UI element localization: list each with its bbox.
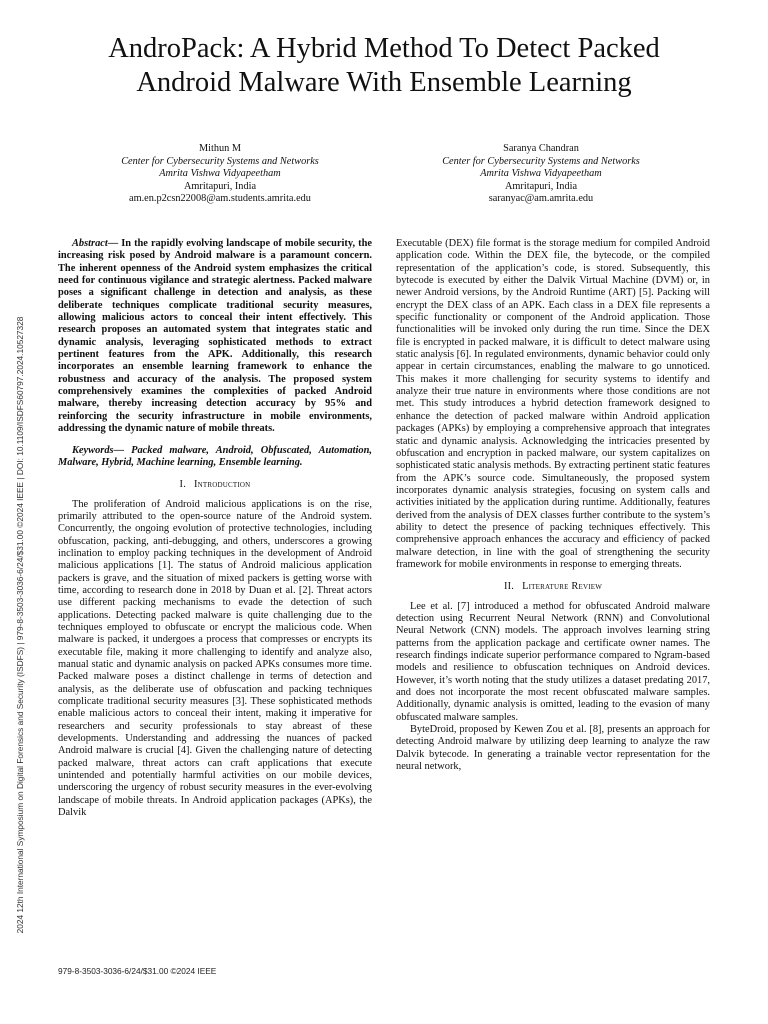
keywords-text: Packed malware, Android, Obfuscated, Automation, Malware, Hybrid, Machine learning, Ensemble learning. [58,444,372,468]
intro-paragraph-continued: Executable (DEX) file format is the storage medium for compiled Android application code. Within the DEX file, the bytecode, or the compiled representation of the application’s code, is stored. Subsequently, this bytecode is executed by either the Dalvik Virtual Machine (DVM) or, in newer Android versions, by the Android Runtime (ART) [5]. Packing will encrypt the DEX class of an APK. Each class in a DEX file represents a specific functionality or component of the Android application. Those functionalities will be invoked only during the run time. Since the DEX file is encrypted in packed malware, it is difficult to detect malware using static analysis [6]. In regulated environments, dynamic behavior could only appear in certain circumstances, enabling the malware to go unnoticed. This makes it more challenging for security systems to identify and analyze their true nature in environments where those conditions are not met. This study introduces a hybrid detection framework designed to enhance the detection of packed malware within Android application packages (APKs) by employing a comprehensive approach that integrates static and dynamic analysis. Acknowledging the intricacies presented by obfuscation and encryption in packed malware, our system capitalizes on sophisticated static analysis methods. By extracting pertinent static features from the APK’s source code. Simultaneously, the proposed system incorporates dynamic analysis strategies, focusing on system calls and activities initiated by the application during runtime. Additionally, features derived from the analysis of DEX classes further contribute to the system’s ability to detect the presence of packing techniques effectively. This comprehensive approach enhances the accuracy and efficiency of packed malware detection, in line with the goal of strengthening the security framework for mobile environments in response to emerging threats. [396,238,710,570]
author-institution: Amrita Vishwa Vidyapeetham [480,168,602,179]
title-line-2: Android Malware With Ensemble Learning [136,67,632,98]
section-title: Introduction [194,479,251,491]
abstract [58,238,372,436]
abstract-text: In the rapidly evolving landscape of mobile security, the increasing risk posed by Android malware is a paramount concern. The inherent openness of the Android system emphasizes the critical need for continuous vigilance and strategic alertness. Packed malware poses a significant challenge in detection and analysis, as these deliberate techniques complicate traditional security measures, allowing malicious actors to conceal their intent effectively. This research proposes an automated system that integrates static and dynamic analysis, leveraging sophisticated methods to extract pertinent features from the APK. Additionally, this research incorporates an ensemble learning framework to enhance the robustness and accuracy of the analysis. The proposed system comprehensively examines the complexities of packed Android malware, thereby increasing detection accuracy by 95% and reinforcing the security infrastructure in mobile environments, addressing the dynamic nature of mobile threats. [58,238,372,435]
section-number: I. [179,479,187,491]
conference-citation: 2024 12th International Symposium on Digital Forensics and Security (ISDFS) | 979-8-3503-3036-6/24/$31.00 ©2024 IEEE | DOI: 10.1109/ISDFS60797.2024.10527328 [15,316,25,934]
author-institution: Amrita Vishwa Vidyapeetham [159,168,281,179]
author-location: Amritapuri, India [504,180,578,192]
author-2 [391,143,691,206]
section-number: II. [503,581,515,593]
section-heading-literature-review [396,581,710,593]
author-email: am.en.p2csn22008@am.students.amrita.edu [129,193,311,204]
abstract-label: Abstract [72,238,108,249]
abstract-dash: — [107,238,122,249]
author-block [0,143,768,213]
section-title: Literature Review [522,581,603,593]
author-email: saranyac@am.amrita.edu [488,193,594,204]
author-name: Saranya Chandran [503,143,579,154]
author-affiliation: Center for Cybersecurity Systems and Networks [121,155,319,167]
author-1 [70,143,370,206]
conference-sidebar [0,285,40,965]
title-line-1: AndroPack: A Hybrid Method To Detect Packed [108,33,660,64]
keywords [58,445,372,470]
paper-title [40,32,728,100]
literature-paragraph-1: Lee et al. [7] introduced a method for obfuscated Android malware detection using Recurrent Neural Network (RNN) and Convolutional Neural Network (CNN) models. The approach involves learning string patterns from the application package and certificate owner names. The research findings indicate superior performance compared to Ngram-based models and resilience to obfuscation techniques on Android devices. However, it’s worth noting that the study utilizes a dataset predating 2017, and does not incorporate the most recent obfuscated malware samples. Additionally, dynamic analysis is omitted, leading to the evasion of many obfuscated malware samples. [396,600,710,723]
intro-paragraph: The proliferation of Android malicious applications is on the rise, primarily attributed to the open-source nature of the Android system. Concurrently, the ongoing evolution of protective technologies, including obfuscation, packing, anti-debugging, and others, underscores a growing inclination to employ packing techniques in the development of Android malicious applications [1]. The status of Android malicious application packers is grave, and the situation of mixed packers is getting worse with time, according to research done in 2018 by Duan et al. [2]. Threat actors use different packing mechanisms to evade the detection of such applications. Detecting packed malware is quite challenging due to the techniques employed to obfuscate or encrypt the malicious code. When malware is packed, it undergoes a process that compresses or encrypts its executable file, making it more challenging to identify and analyze also, manual static and dynamic analysis on packed APKs consumes more time. Packed malware poses a distinct challenge in terms of detection and analysis, as the deliberate use of obfuscation and packing techniques complicate traditional security measures [3]. These sophisticated methods enable malicious actors to conceal their intent, making it imperative for researchers and security professionals to stay abreast of these developments. Understanding and addressing the nuances of packed Android malware is crucial [4]. Given the challenging nature of detecting packed malware, threat actors can craft applications that execute unintended and potentially harmful activities on our mobile devices, underscoring the urgency of robust security measures in the ever-evolving landscape of mobile threats. In Android application packages (APKs), the Dalvik [58,498,372,819]
author-affiliation: Center for Cybersecurity Systems and Networks [442,155,640,167]
section-heading-introduction [58,479,372,491]
left-column [58,238,372,819]
keywords-dash: — [113,444,132,456]
keywords-label: Keywords [72,444,114,456]
author-location: Amritapuri, India [183,180,257,192]
copyright-footer: 979-8-3503-3036-6/24/$31.00 ©2024 IEEE [58,966,217,976]
literature-paragraph-2: ByteDroid, proposed by Kewen Zou et al. [8], presents an approach for detecting Android malware by utilizing deep learning to analyze the raw Dalvik bytecode. In generating a trainable vector representation for the neural network, [396,724,710,773]
right-column [396,238,710,773]
author-name: Mithun M [198,143,242,154]
